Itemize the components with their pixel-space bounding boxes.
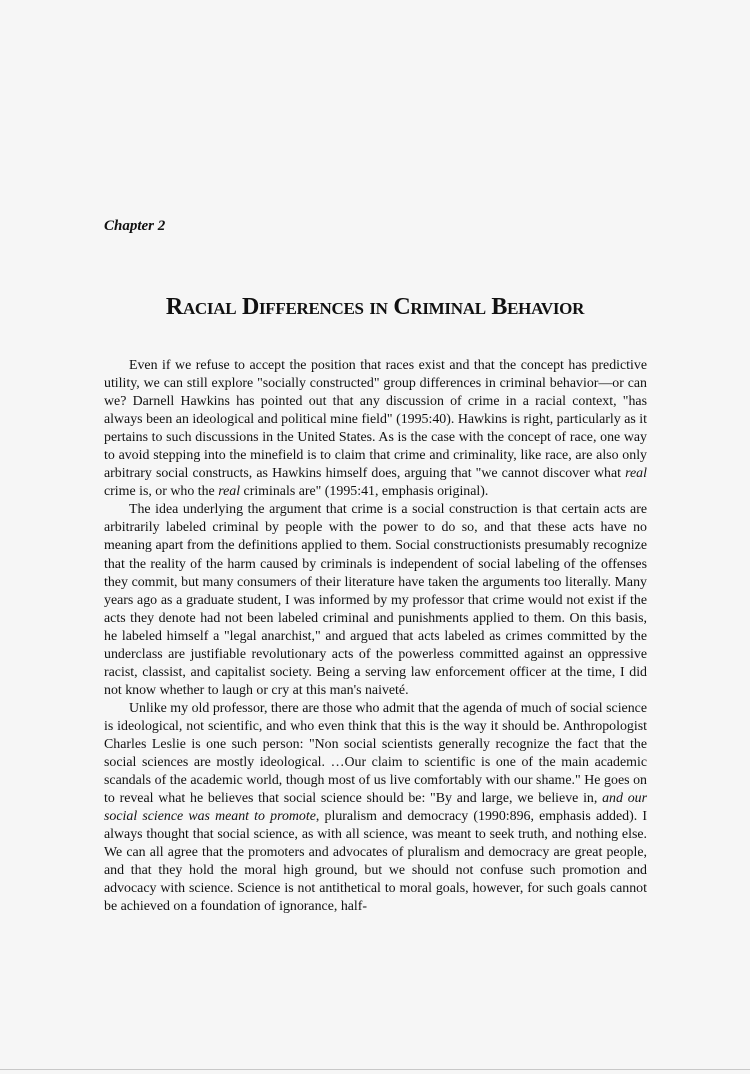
text-run: criminals are" (1995:41, emphasis original).	[240, 484, 489, 500]
page-bottom-border	[0, 1069, 750, 1070]
emphasis-run: real	[625, 466, 647, 482]
chapter-label: Chapter 2	[104, 218, 166, 234]
text-run: Even if we refuse to accept the position that races exist and that the concept has predictive utility, we can still explore "socially constructed" group differences in criminal behavior—or can we? Darnell Hawkins has pointed out that any discussion of crime in a racial context, "has always been an ideological and political mine field" (1995:40). Hawkins is right, particularly as it pertains to such discussions in the United States. As is the case with the concept of race, one way to avoid stepping into the minefield is to claim that crime and criminality, like race, are also only arbitrary social constructs, as Hawkins himself does, arguing that "we cannot discover what	[104, 358, 647, 482]
chapter-title: Racial Differences in Criminal Behavior	[165, 294, 585, 320]
emphasis-run: and our social science was meant to promote	[104, 791, 648, 825]
paragraph-1	[104, 357, 647, 501]
text-run: The idea underlying the argument that crime is a social construction is that certain acts are arbitrarily labeled criminal by people with the power to do so, and that these acts have no meaning apart from the definitions applied to them. Social constructionists presumably recognize that the reality of the harm caused by criminals is independent of social labeling of the offenses they commit, but many consumers of their literature have taken the arguments too literally. Many years ago as a graduate student, I was informed by my professor that crime would not exist if the acts they denote had not been labeled criminal and punishments applied to them. On this basis, he labeled himself a "legal anarchist," and argued that acts labeled as crimes committed by the underclass are justifiable revolutionary acts of the powerless committed against an oppressive racist, classist, and capitalist society. Being a serving law enforcement officer at the time, I did not know whether to laugh or cry at this man's naiveté.	[104, 502, 647, 698]
text-run: , pluralism and democracy (1990:896, emphasis added). I always thought that social science, as with all science, was meant to seek truth, and nothing else. We can all agree that the promoters and advocates of pluralism and democracy are great people, and that they hold the moral high ground, but we should not confuse such promotion and advocacy with science. Science is not antithetical to moral goals, however, for such goals cannot be achieved on a foundation of ignorance, half-	[104, 809, 647, 915]
text-run: crime is, or who the	[104, 484, 219, 500]
paragraph-2	[104, 501, 647, 700]
emphasis-run: real	[218, 484, 241, 500]
body-text	[104, 357, 647, 916]
paragraph-3	[104, 700, 647, 917]
text-run: Unlike my old professor, there are those who admit that the agenda of much of social science is ideological, not scientific, and who even think that this is the way it should be. Anthropologist Charles Leslie is one such person: "Non social scientists generally recognize the fact that the social sciences are mostly ideological. …Our claim to scientific is one of the main academic scandals of the academic world, though most of us live comfortably with our shame." He goes on to reveal what he believes that social science should be: "By and large, we believe in,	[104, 700, 647, 807]
